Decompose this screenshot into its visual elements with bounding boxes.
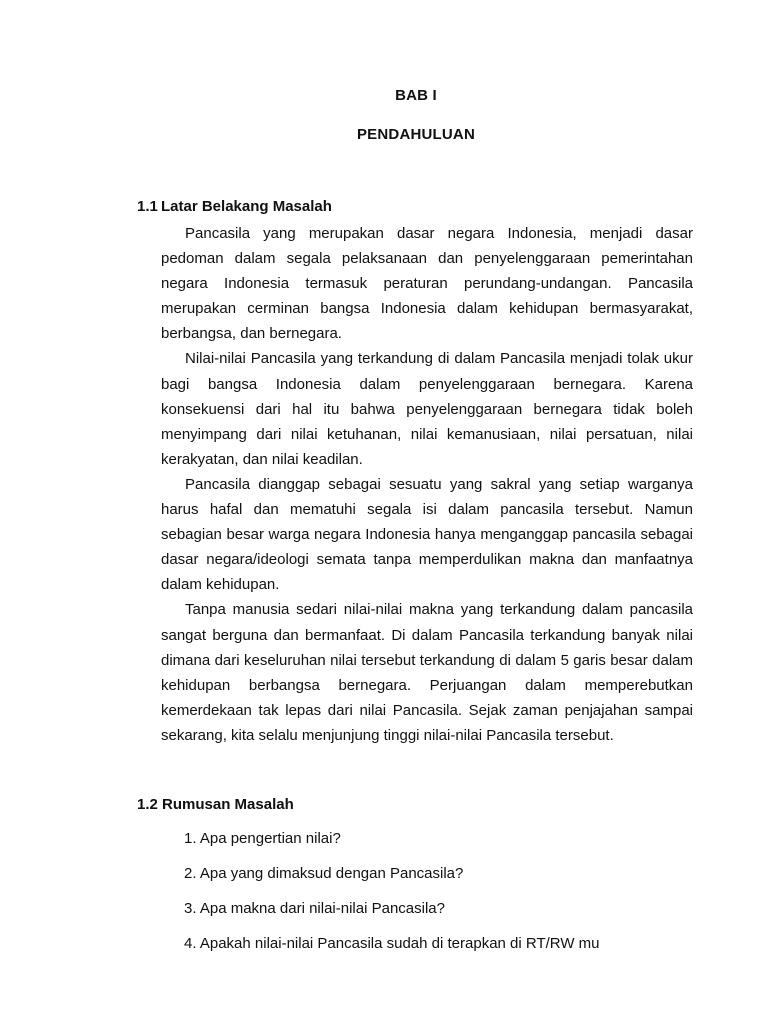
list-item: 4. Apakah nilai-nilai Pancasila sudah di terapkan di RT/RW mu (184, 935, 600, 952)
list-item: 2. Apa yang dimaksud dengan Pancasila? (184, 865, 464, 882)
section-number: 1.1 (137, 198, 158, 215)
section-title-text: Rumusan Masalah (162, 796, 294, 813)
chapter-title: PENDAHULUAN (356, 126, 476, 143)
paragraph: Pancasila yang merupakan dasar negara Indonesia, menjadi dasar pedoman dalam segala pelaksanaan dan penyelenggaraan pemerintahan negara Indonesia termasuk peraturan perundang-undangan. Pancasila merupakan cerminan bangsa Indonesia dalam kehidupan bermasyarakat, berbangsa, dan bernegara. (161, 225, 693, 343)
paragraph: Tanpa manusia sedari nilai-nilai makna yang terkandung dalam pancasila sangat berguna dan bermanfaat. Di dalam Pancasila terkandung banyak nilai dimana dari keseluruhan nilai tersebut terkandung di dalam 5 garis besar dalam kehidupan berbangsa bernegara. Perjuangan dalam memperebutkan kemerdekaan tak lepas dari nilai Pancasila. Sejak zaman penjajahan sampai sekarang, kita selalu menjunjung tinggi nilai-nilai Pancasila tersebut. (161, 601, 693, 744)
section-title-text: Latar Belakang Masalah (161, 198, 332, 215)
problem-list (184, 829, 600, 969)
section-number: 1.2 (137, 796, 158, 813)
chapter-label: BAB I (395, 87, 437, 104)
paragraph: Nilai-nilai Pancasila yang terkandung di dalam Pancasila menjadi tolak ukur bagi bangsa Indonesia dalam penyelenggaraan bernegara. Karena konsekuensi dari hal itu bahwa penyelenggaraan bernegara tidak boleh menyimpang dari nilai ketuhanan, nilai kemanusiaan, nilai persatuan, nilai kerakyatan, dan nilai keadilan. (161, 350, 693, 468)
section-heading-rumusan-masalah (137, 796, 294, 813)
section-heading-latar-belakang (137, 198, 332, 215)
section-body-latar-belakang (161, 221, 693, 748)
list-item: 1. Apa pengertian nilai? (184, 830, 341, 847)
paragraph: Pancasila dianggap sebagai sesuatu yang sakral yang setiap warganya harus hafal dan mematuhi segala isi dalam pancasila tersebut. Namun sebagian besar warga negara Indonesia hanya menganggap pancasila sebagai dasar negara/ideologi semata tanpa memperdulikan makna dan manfaatnya dalam kehidupan. (161, 475, 693, 594)
list-item: 3. Apa makna dari nilai-nilai Pancasila? (184, 900, 445, 917)
